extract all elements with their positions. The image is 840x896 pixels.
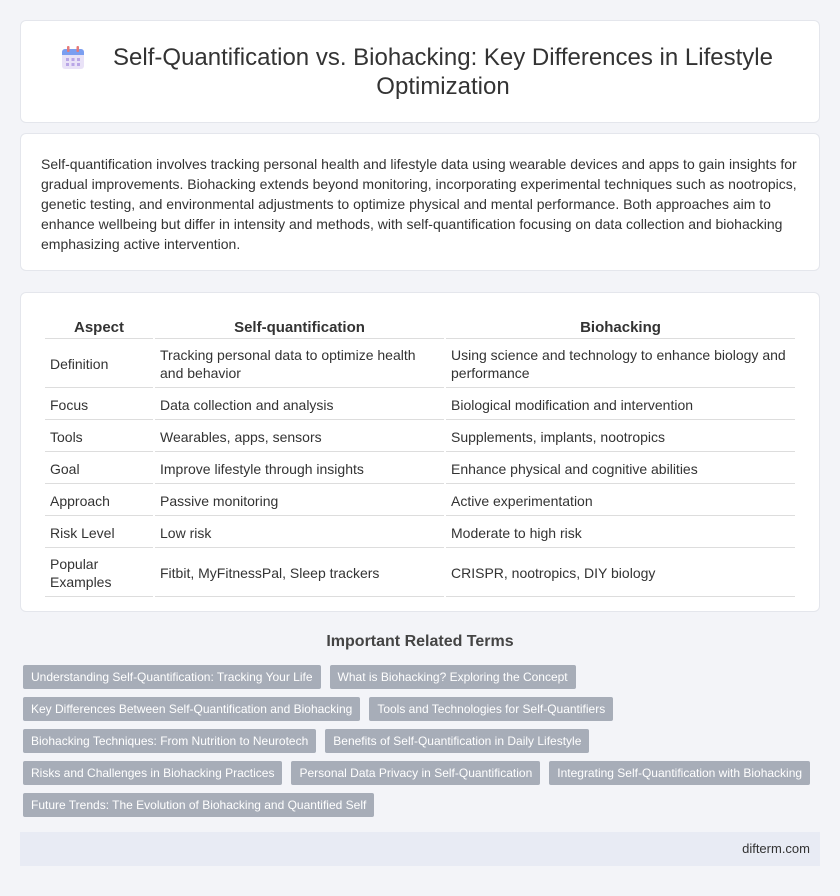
related-term-link[interactable]: Understanding Self-Quantification: Tracking Your Life bbox=[23, 665, 321, 689]
intro-card bbox=[20, 133, 820, 271]
related-term-link[interactable]: Risks and Challenges in Biohacking Practices bbox=[23, 761, 282, 785]
table-row bbox=[45, 422, 795, 452]
title-card bbox=[20, 20, 820, 123]
table-row bbox=[45, 550, 795, 597]
tag-row bbox=[23, 697, 823, 721]
table-cell: Tools bbox=[45, 422, 153, 452]
header-self-quantification: Self-quantification bbox=[155, 315, 444, 339]
related-term-link[interactable]: Tools and Technologies for Self-Quantifiers bbox=[369, 697, 613, 721]
footer bbox=[20, 832, 820, 866]
table-row bbox=[45, 518, 795, 548]
table-cell: Focus bbox=[45, 390, 153, 420]
related-terms-list bbox=[23, 665, 823, 825]
table-row bbox=[45, 390, 795, 420]
footer-site-link[interactable]: difterm.com bbox=[742, 841, 810, 856]
table-cell: Enhance physical and cognitive abilities bbox=[446, 454, 795, 484]
header-biohacking: Biohacking bbox=[446, 315, 795, 339]
table-cell: Fitbit, MyFitnessPal, Sleep trackers bbox=[155, 550, 444, 597]
related-term-link[interactable]: Key Differences Between Self-Quantification and Biohacking bbox=[23, 697, 360, 721]
table-cell: Biological modification and intervention bbox=[446, 390, 795, 420]
table-cell: Using science and technology to enhance biology and performance bbox=[446, 341, 795, 388]
related-term-link[interactable]: Personal Data Privacy in Self-Quantification bbox=[291, 761, 540, 785]
table-cell: Low risk bbox=[155, 518, 444, 548]
tag-row bbox=[23, 665, 823, 689]
table-cell: Tracking personal data to optimize health and behavior bbox=[155, 341, 444, 388]
intro-paragraph: Self-quantification involves tracking personal health and lifestyle data using wearable devices and apps to gain insights for gradual improvements. Biohacking extends beyond monitoring, incorporating experimental techniques such as nootropics, genetic testing, and environmental adjustments to optimize physical and mental performance. Both approaches aim to enhance wellbeing but differ in intensity and methods, with self-quantification focusing on data collection and biohacking emphasizing active intervention. bbox=[41, 156, 797, 252]
tag-row bbox=[23, 793, 823, 817]
table-row bbox=[45, 486, 795, 516]
page-title: Self-Quantification vs. Biohacking: Key Differences in Lifestyle Optimization bbox=[113, 43, 773, 100]
table-cell: Supplements, implants, nootropics bbox=[446, 422, 795, 452]
table-cell: Definition bbox=[45, 341, 153, 388]
table-cell: Passive monitoring bbox=[155, 486, 444, 516]
related-term-link[interactable]: Biohacking Techniques: From Nutrition to Neurotech bbox=[23, 729, 316, 753]
related-term-link[interactable]: Future Trends: The Evolution of Biohacking and Quantified Self bbox=[23, 793, 374, 817]
table-row bbox=[45, 341, 795, 388]
table-cell: Goal bbox=[45, 454, 153, 484]
related-term-link[interactable]: Integrating Self-Quantification with Biohacking bbox=[549, 761, 810, 785]
table-cell: Active experimentation bbox=[446, 486, 795, 516]
table-cell: Wearables, apps, sensors bbox=[155, 422, 444, 452]
table-cell: Risk Level bbox=[45, 518, 153, 548]
table-cell: Improve lifestyle through insights bbox=[155, 454, 444, 484]
related-terms-heading: Important Related Terms bbox=[326, 633, 514, 650]
title-wrap bbox=[60, 43, 780, 101]
tag-row bbox=[23, 729, 823, 753]
header-aspect: Aspect bbox=[45, 315, 153, 339]
table-cell: Popular Examples bbox=[45, 550, 153, 597]
calendar-icon bbox=[60, 45, 86, 71]
table-row bbox=[45, 454, 795, 484]
table-header-row bbox=[45, 315, 795, 339]
table-cell: Approach bbox=[45, 486, 153, 516]
table-cell: CRISPR, nootropics, DIY biology bbox=[446, 550, 795, 597]
tag-row bbox=[23, 761, 823, 785]
table-cell: Moderate to high risk bbox=[446, 518, 795, 548]
related-term-link[interactable]: What is Biohacking? Exploring the Concept bbox=[330, 665, 576, 689]
comparison-table bbox=[43, 313, 797, 599]
comparison-card bbox=[20, 292, 820, 612]
related-term-link[interactable]: Benefits of Self-Quantification in Daily Lifestyle bbox=[325, 729, 589, 753]
table-cell: Data collection and analysis bbox=[155, 390, 444, 420]
